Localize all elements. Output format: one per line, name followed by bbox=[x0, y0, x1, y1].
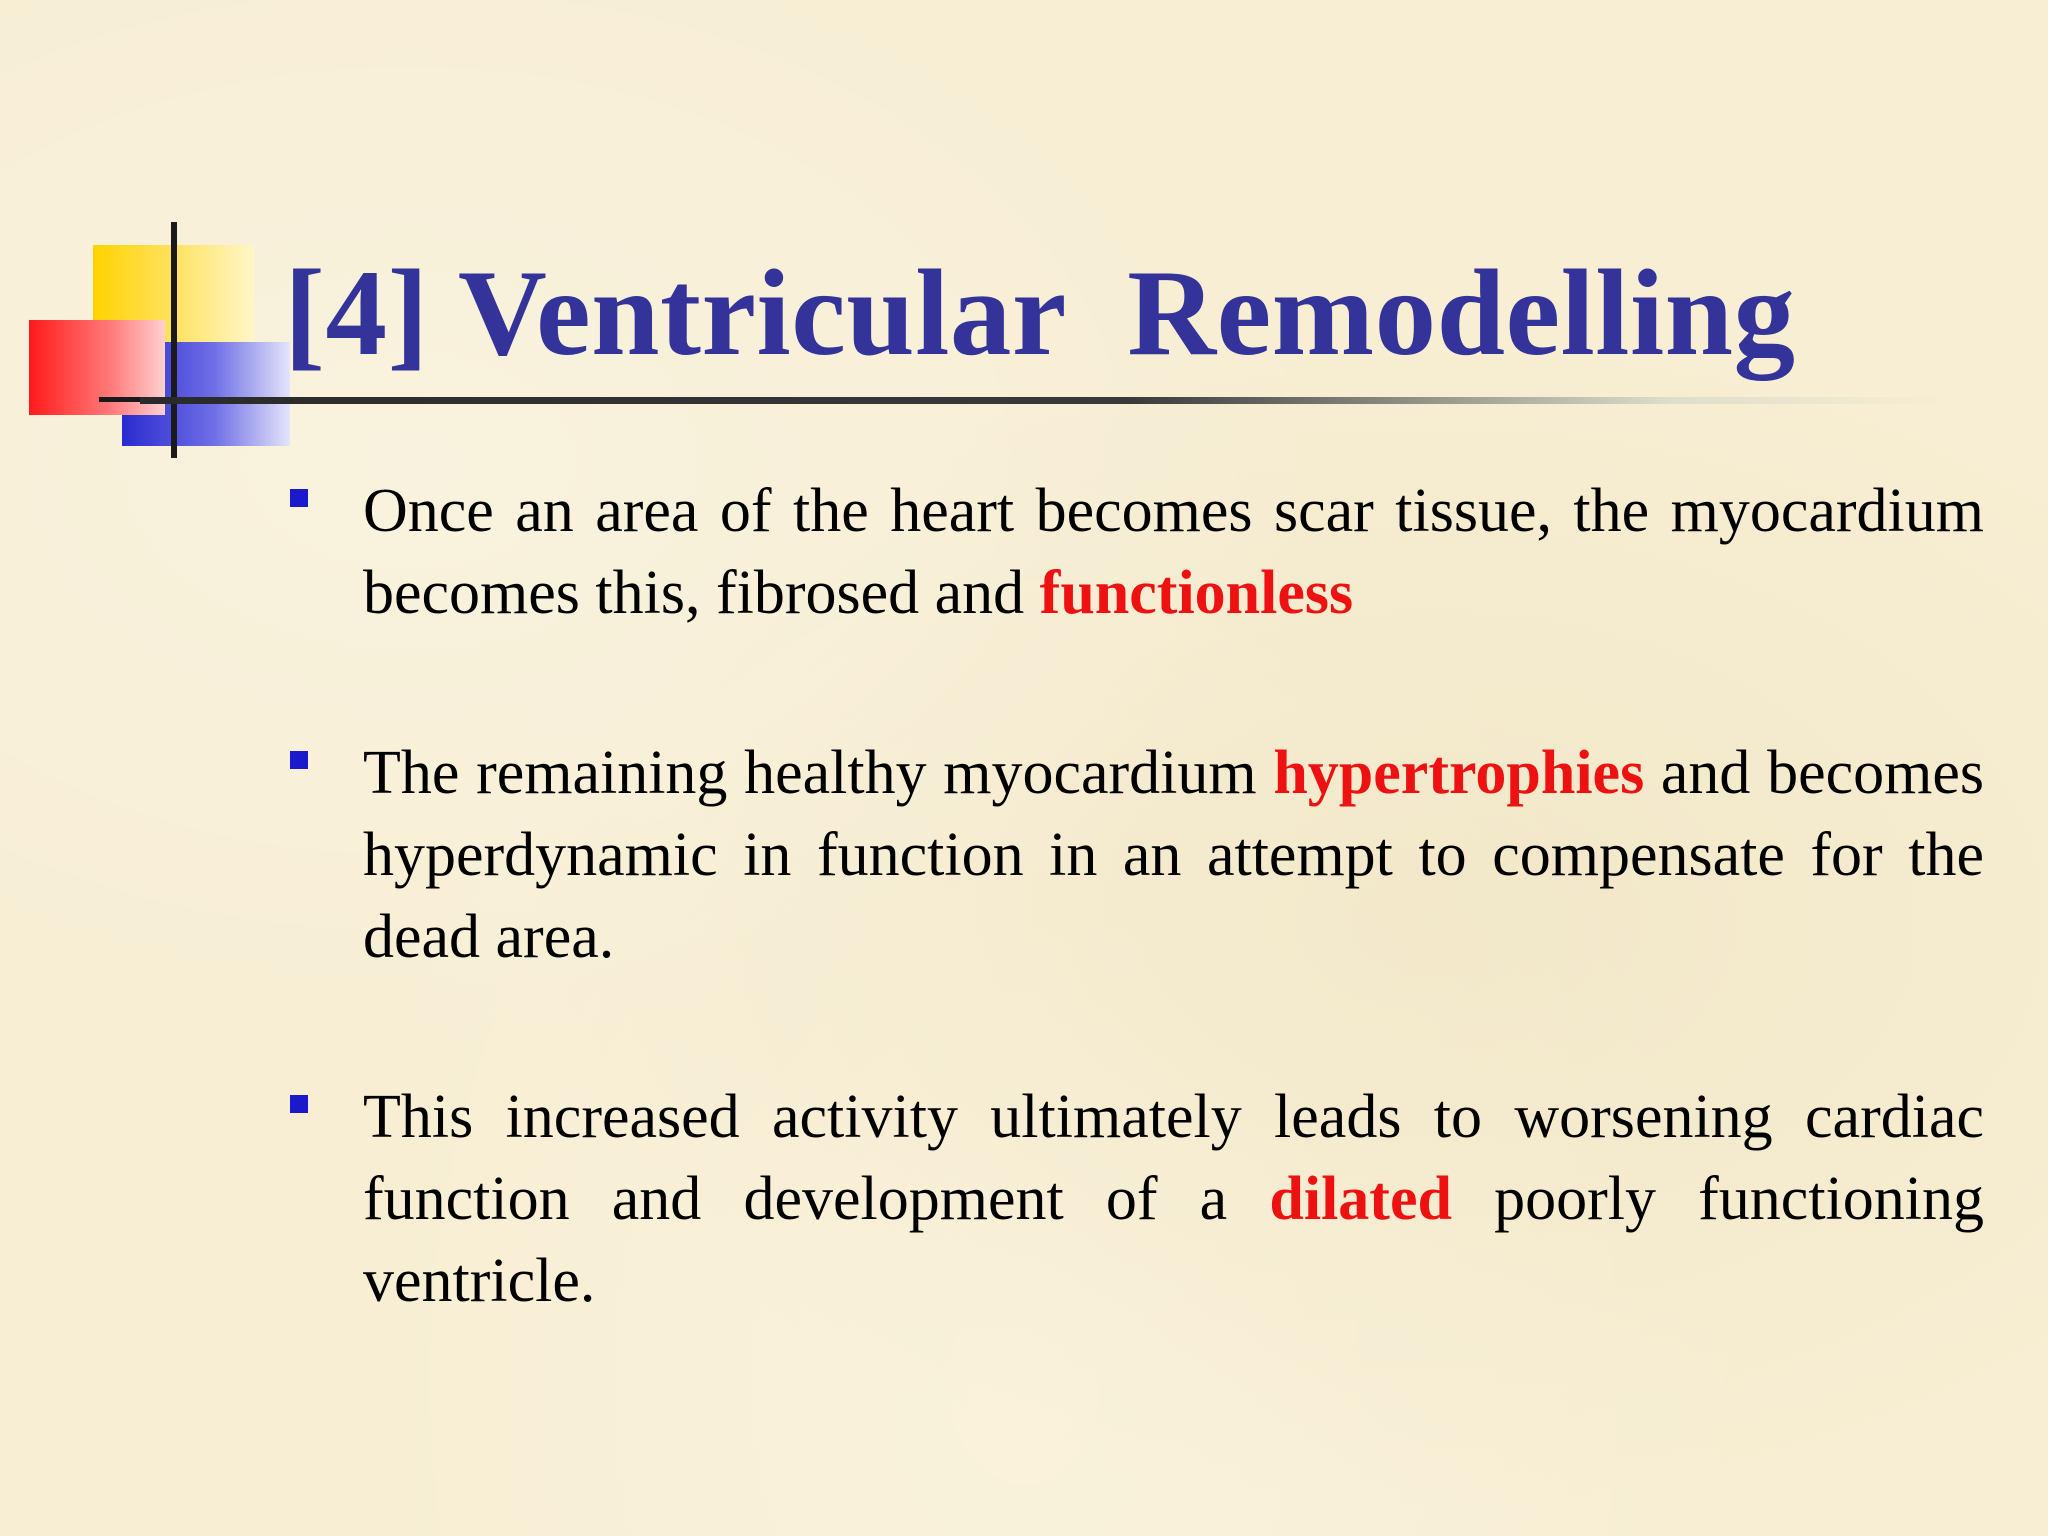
square-bullet-icon bbox=[290, 489, 308, 507]
square-bullet-icon bbox=[290, 1095, 308, 1113]
bullet-list bbox=[288, 470, 1984, 1322]
bullet-item bbox=[288, 470, 1984, 634]
highlighted-term: dilated bbox=[1269, 1165, 1452, 1233]
bullet-text-part: This increased activity ultimately leads to worsening cardiac function and development of a bbox=[363, 1083, 1984, 1233]
bullet-text-part: Once an area of the heart becomes scar tissue, the myocardium becomes this, fibrosed and bbox=[363, 477, 1984, 627]
vertical-line bbox=[171, 222, 177, 458]
title-underline bbox=[140, 397, 1940, 404]
bullet-text bbox=[363, 1076, 1984, 1322]
bullet-text-part: poorly functioning ventricle. bbox=[363, 1165, 1984, 1315]
highlighted-term: functionless bbox=[1039, 559, 1354, 627]
bullet-text bbox=[363, 732, 1984, 978]
slide-title: [4] Ventricular Remodelling bbox=[284, 244, 1796, 381]
bullet-item bbox=[288, 1076, 1984, 1322]
bullet-text bbox=[363, 470, 1984, 634]
highlighted-term: hypertrophies bbox=[1273, 739, 1645, 807]
bullet-item bbox=[288, 732, 1984, 978]
bullet-text-part: and becomes hyperdynamic in function in an attempt to compensate for the dead area. bbox=[363, 739, 1984, 971]
square-bullet-icon bbox=[290, 751, 308, 769]
bullet-text-part: The remaining healthy myocardium bbox=[363, 739, 1274, 807]
decorative-squares-logo bbox=[24, 222, 294, 462]
